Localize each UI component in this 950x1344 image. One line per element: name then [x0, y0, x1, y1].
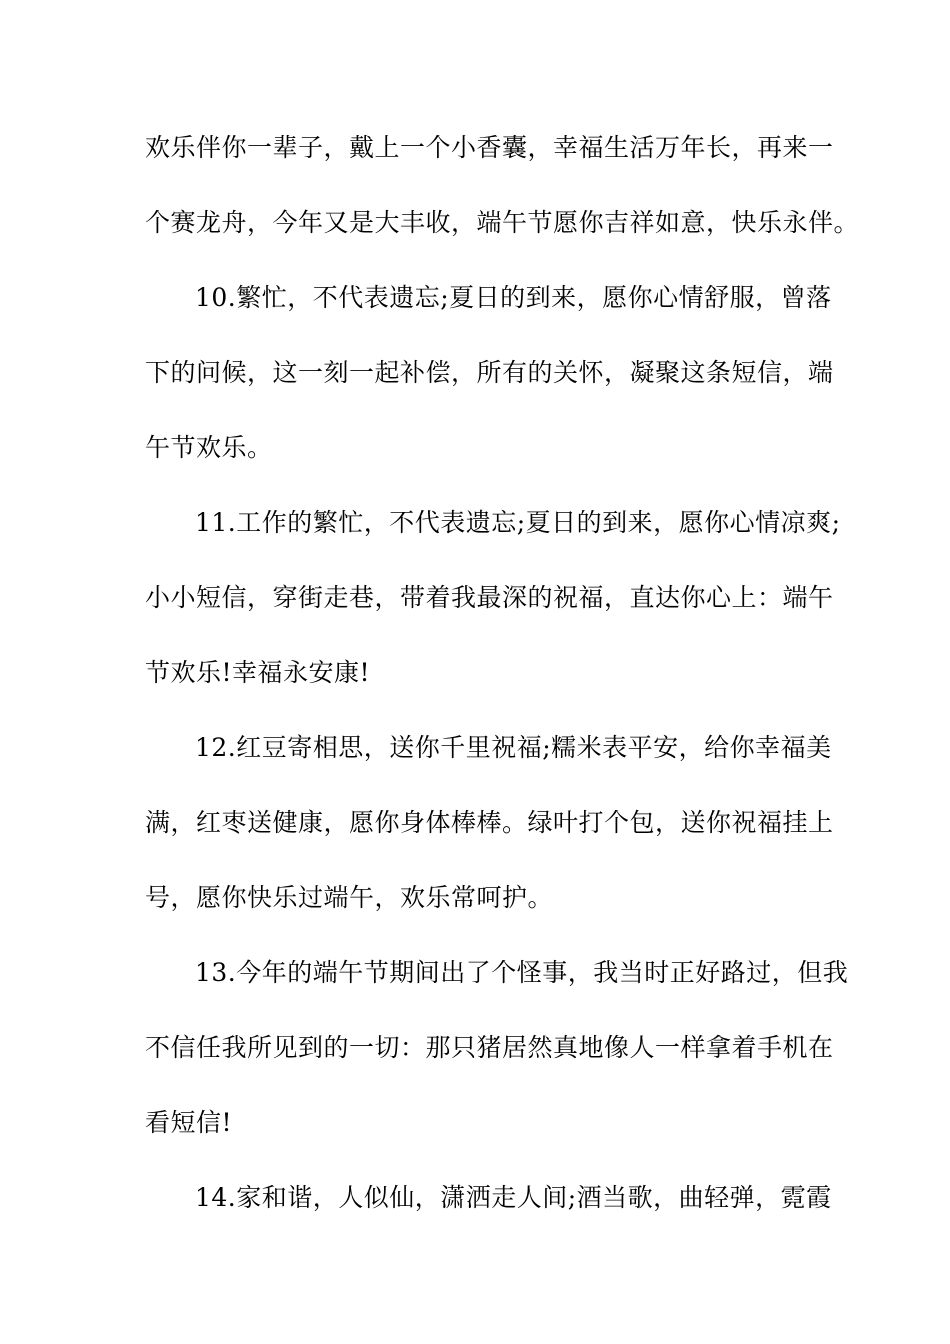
body-text	[145, 130, 860, 1255]
text-line: 午节欢乐。	[145, 433, 273, 462]
text-line: 下的问候，这一刻一起补偿，所有的关怀，凝聚这条短信，端	[145, 358, 834, 387]
text-line: 看短信!	[145, 1108, 233, 1137]
text-line-item-12: 12.红豆寄相思，送你千里祝福;糯米表平安，给你幸福美	[195, 733, 832, 762]
text-line: 小小短信，穿街走巷，带着我最深的祝福，直达你心上：端午	[145, 583, 834, 612]
text-line: 满，红枣送健康，愿你身体棒棒。绿叶打个包，送你祝福挂上	[145, 808, 834, 837]
text-line-item-10: 10.繁忙，不代表遗忘;夏日的到来，愿你心情舒服，曾落	[195, 283, 832, 312]
text-line: 个赛龙舟，今年又是大丰收，端午节愿你吉祥如意，快乐永伴。	[145, 208, 860, 237]
text-line-item-11: 11.工作的繁忙，不代表遗忘;夏日的到来，愿你心情凉爽;	[195, 508, 841, 537]
text-line-item-13: 13.今年的端午节期间出了个怪事，我当时正好路过，但我	[195, 958, 849, 987]
text-line: 号，愿你快乐过端午，欢乐常呵护。	[145, 883, 554, 912]
text-line: 不信任我所见到的一切：那只猪居然真地像人一样拿着手机在	[145, 1033, 834, 1062]
text-line-item-14: 14.家和谐，人似仙，潇洒走人间;酒当歌，曲轻弹，霓霞	[195, 1183, 832, 1212]
text-line: 节欢乐!幸福永安康!	[145, 658, 371, 687]
text-line: 欢乐伴你一辈子，戴上一个小香囊，幸福生活万年长，再来一	[145, 133, 834, 162]
